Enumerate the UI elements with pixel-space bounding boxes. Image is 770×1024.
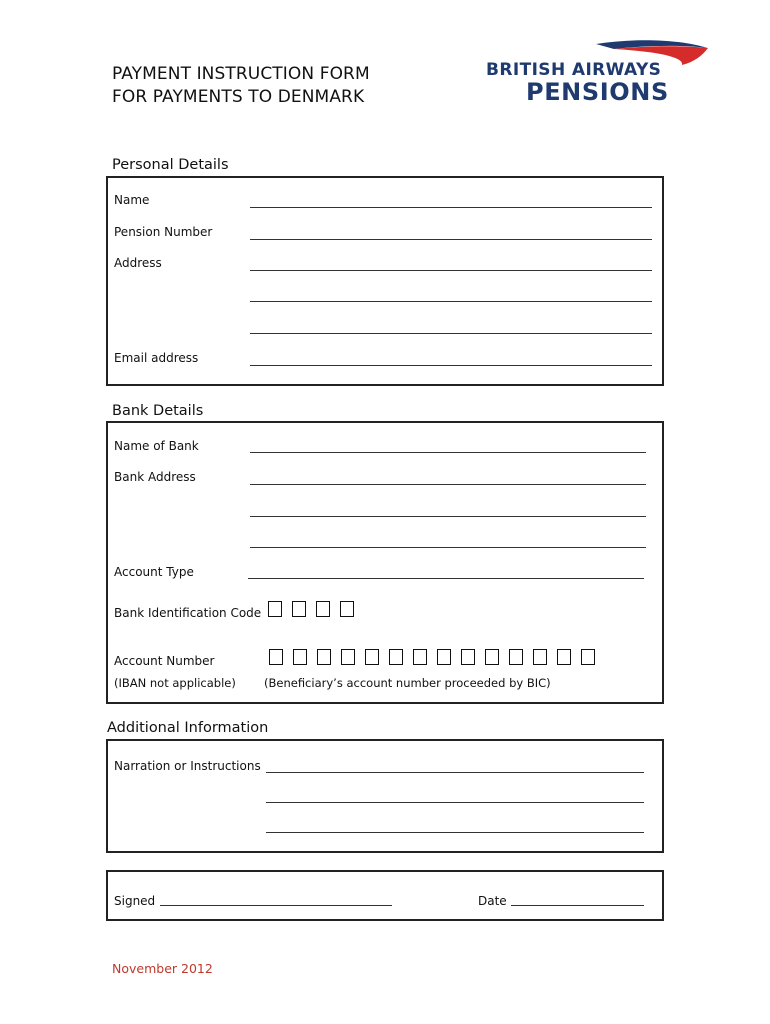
iban-note: (IBAN not applicable) <box>114 676 236 690</box>
footer-date: November 2012 <box>112 961 213 976</box>
logo-line2: PENSIONS <box>526 78 669 106</box>
character-box[interactable] <box>437 649 451 665</box>
character-box[interactable] <box>268 601 282 617</box>
beneficiary-note: (Beneficiary’s account number proceeded by BIC) <box>264 676 551 690</box>
date-field[interactable] <box>511 905 644 906</box>
character-box[interactable] <box>365 649 379 665</box>
narration-label: Narration or Instructions <box>114 759 261 773</box>
character-box[interactable] <box>581 649 595 665</box>
bank-name-field[interactable] <box>250 452 646 453</box>
account-type-field[interactable] <box>248 578 644 579</box>
address-field-line3[interactable] <box>250 333 652 334</box>
form-title-line2: FOR PAYMENTS TO DENMARK <box>112 87 365 107</box>
address-field-line1[interactable] <box>250 270 652 271</box>
narration-field-line3[interactable] <box>266 832 644 833</box>
character-box[interactable] <box>269 649 283 665</box>
character-box[interactable] <box>293 649 307 665</box>
narration-field-line1[interactable] <box>266 772 644 773</box>
account-type-label: Account Type <box>114 565 194 579</box>
signature-field[interactable] <box>160 905 392 906</box>
additional-information-box <box>106 739 664 853</box>
character-box[interactable] <box>485 649 499 665</box>
bank-details-title: Bank Details <box>112 403 204 419</box>
personal-details-title: Personal Details <box>112 157 229 173</box>
address-field-line2[interactable] <box>250 301 652 302</box>
character-box[interactable] <box>316 601 330 617</box>
email-label: Email address <box>114 351 199 365</box>
bank-address-label: Bank Address <box>114 470 196 484</box>
character-box[interactable] <box>317 649 331 665</box>
bank-details-box <box>106 421 664 704</box>
pension-number-field[interactable] <box>250 239 652 240</box>
signature-box <box>106 870 664 921</box>
name-field[interactable] <box>250 207 652 208</box>
additional-information-title: Additional Information <box>107 720 269 736</box>
narration-field-line2[interactable] <box>266 802 644 803</box>
bank-address-field-line2[interactable] <box>250 516 646 517</box>
character-box[interactable] <box>533 649 547 665</box>
character-box[interactable] <box>389 649 403 665</box>
account-number-label: Account Number <box>114 654 215 668</box>
character-box[interactable] <box>461 649 475 665</box>
name-label: Name <box>114 193 150 207</box>
bic-label: Bank Identification Code <box>114 606 262 620</box>
date-label: Date <box>478 894 507 908</box>
email-field[interactable] <box>250 365 652 366</box>
bank-name-label: Name of Bank <box>114 439 199 453</box>
form-title-line1: PAYMENT INSTRUCTION FORM <box>112 64 370 84</box>
character-box[interactable] <box>557 649 571 665</box>
bank-address-field-line3[interactable] <box>250 547 646 548</box>
pension-number-label: Pension Number <box>114 225 213 239</box>
logo-line1: BRITISH AIRWAYS <box>486 60 662 80</box>
personal-details-box <box>106 176 664 386</box>
character-box[interactable] <box>509 649 523 665</box>
character-box[interactable] <box>292 601 306 617</box>
character-box[interactable] <box>340 601 354 617</box>
character-box[interactable] <box>413 649 427 665</box>
character-box[interactable] <box>341 649 355 665</box>
british-airways-pensions-logo <box>486 36 716 108</box>
bank-address-field-line1[interactable] <box>250 484 646 485</box>
address-label: Address <box>114 256 162 270</box>
signed-label: Signed <box>114 894 156 908</box>
